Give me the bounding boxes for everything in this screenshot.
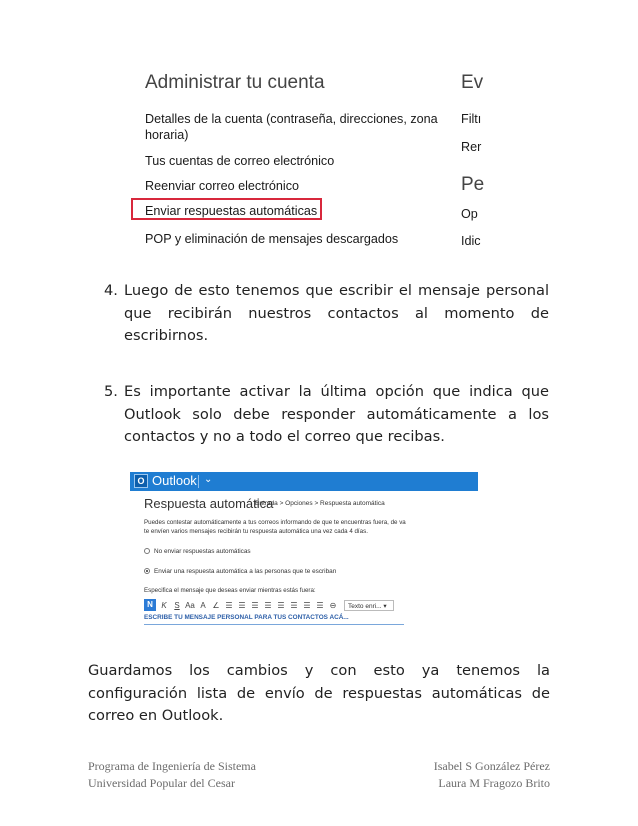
editor-underline bbox=[144, 624, 404, 625]
account-settings-screenshot bbox=[131, 62, 485, 252]
format-toolbar bbox=[144, 598, 394, 612]
step-4-number: 4. bbox=[104, 282, 118, 299]
option-send-reply bbox=[144, 568, 336, 575]
description-line-2: te envíen varios mensajes recibirán tu respuesta automática una vez cada 4 días. bbox=[144, 528, 368, 535]
description bbox=[144, 518, 406, 536]
outlook-logo-icon: O bbox=[134, 474, 148, 488]
language-cropped: Idic bbox=[461, 234, 481, 248]
chevron-down-icon: ⌄ bbox=[204, 474, 213, 485]
filters-cropped: Filtı bbox=[461, 112, 482, 126]
account-details-link-cont: horaria) bbox=[145, 128, 189, 142]
numbering-icon: ☰ bbox=[238, 600, 246, 610]
footer-left bbox=[88, 758, 256, 792]
italic-icon: K bbox=[161, 600, 167, 610]
breadcrumb: Entrada > Opciones > Respuesta automática bbox=[255, 500, 385, 507]
font-color-icon: A bbox=[200, 600, 206, 610]
highlight-icon: ∠ bbox=[212, 600, 220, 610]
program-name: Programa de Ingeniería de Sistema bbox=[88, 759, 256, 773]
option-no-reply bbox=[144, 548, 251, 555]
option-no-reply-label: No enviar respuestas automáticas bbox=[154, 548, 251, 555]
personal-message: ESCRIBE TU MENSAJE PERSONAL PARA TUS CONTACTOS ACÁ... bbox=[144, 614, 349, 621]
option-send-reply-label: Enviar una respuesta automática a las personas que te escriban bbox=[154, 568, 337, 575]
bold-icon: N bbox=[144, 599, 156, 611]
description-line-1: Puedes contestar automáticamente a tus correos informando de que te encuentras fuera, de va bbox=[144, 519, 406, 526]
radio-unselected-icon bbox=[144, 548, 150, 554]
step-5 bbox=[104, 381, 549, 449]
outlook-screenshot bbox=[130, 472, 478, 626]
bullets-icon: ☰ bbox=[225, 600, 233, 610]
align-center-icon: ☰ bbox=[290, 600, 298, 610]
conclusion-paragraph: Guardamos los cambios y con esto ya tenemos la configuración lista de envío de respuestas automáticas de correo en Outlook. bbox=[88, 662, 550, 724]
options-cropped: Op bbox=[461, 207, 478, 221]
events-heading-cropped: Ev bbox=[461, 72, 484, 93]
outlook-brand: Outlook bbox=[152, 473, 197, 488]
step-4 bbox=[104, 280, 549, 348]
account-details-link: Detalles de la cuenta (contraseña, direcciones, zona bbox=[145, 112, 438, 126]
auto-reply-link: Enviar respuestas automáticas bbox=[145, 204, 318, 218]
page-title: Respuesta automática bbox=[144, 496, 274, 511]
font-format-select: Texto enri... ▾ bbox=[344, 600, 394, 611]
underline-icon: S bbox=[174, 600, 180, 610]
justify-icon: ☰ bbox=[316, 600, 324, 610]
step-5-text: Es importante activar la última opción que indica que Outlook solo debe responder automáticamente a los contactos y no a todo el correo que recibas. bbox=[124, 383, 549, 445]
university-name: Universidad Popular del Cesar bbox=[88, 776, 235, 790]
highlight-box bbox=[131, 198, 322, 220]
align-right-icon: ☰ bbox=[303, 600, 311, 610]
rer-cropped: Rer bbox=[461, 140, 482, 154]
pop-delete-link: POP y eliminación de mensajes descargados bbox=[145, 232, 399, 246]
radio-selected-icon bbox=[144, 568, 150, 574]
email-accounts-link: Tus cuentas de correo electrónico bbox=[145, 154, 335, 168]
link-icon: ⊖ bbox=[329, 600, 337, 610]
step-4-text: Luego de esto tenemos que escribir el mensaje personal que recibirán nuestros contactos al momento de escribirnos. bbox=[124, 282, 549, 344]
align-left-icon: ☰ bbox=[277, 600, 285, 610]
forward-email-link: Reenviar correo electrónico bbox=[145, 179, 299, 193]
account-heading: Administrar tu cuenta bbox=[145, 72, 325, 93]
indent-icon: ☰ bbox=[264, 600, 272, 610]
personal-heading-cropped: Pe bbox=[461, 174, 485, 195]
message-hint: Especifica el mensaje que deseas enviar mientras estás fuera: bbox=[144, 587, 316, 594]
author-1: Isabel S González Pérez bbox=[433, 759, 550, 773]
footer-right bbox=[434, 758, 550, 792]
author-2: Laura M Fragozo Brito bbox=[438, 776, 550, 790]
bar-separator bbox=[198, 475, 199, 488]
outdent-icon: ☰ bbox=[251, 600, 259, 610]
font-size-icon: Aa bbox=[185, 600, 195, 610]
step-5-number: 5. bbox=[104, 383, 118, 400]
